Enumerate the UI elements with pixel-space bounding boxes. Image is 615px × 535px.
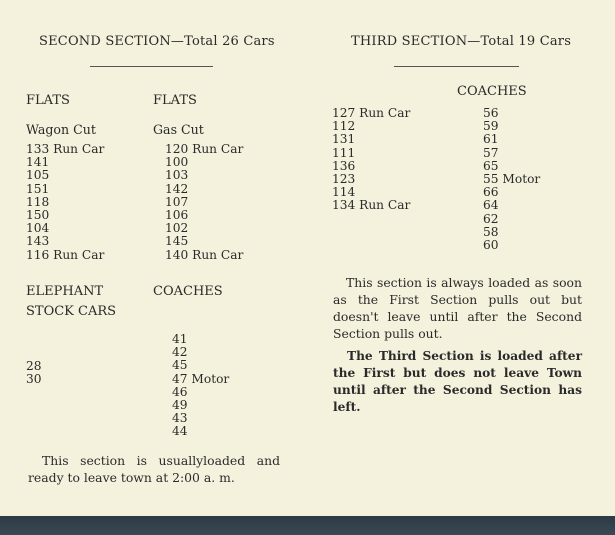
list-item: 41 (172, 332, 188, 346)
list-item: 114 (332, 185, 356, 200)
wagon-cut-label: Wagon Cut (26, 122, 96, 137)
list-item: 118 (26, 194, 50, 209)
wagon-cut-list (26, 143, 104, 262)
gas-cut-list (165, 143, 243, 262)
list-item: 111 (332, 145, 356, 160)
list-item: 44 (172, 424, 188, 439)
list-item: 60 (483, 238, 499, 253)
book-binding-edge (0, 516, 615, 535)
stock-cars-heading: STOCK CARS (26, 304, 117, 319)
second-section-note: This section is usuallyloaded and ready to leave town at 2:00 a. m. (28, 453, 280, 485)
list-item: 107 (165, 194, 189, 209)
coaches-list-left (172, 333, 229, 439)
list-item: 103 (165, 168, 189, 183)
left-divider (90, 66, 213, 67)
list-item: 30 (26, 372, 42, 387)
list-item: 45 (172, 358, 188, 373)
list-item: 151 (26, 181, 50, 196)
list-item: 136 (332, 158, 356, 173)
third-section-title: THIRD SECTION—Total 19 Cars (351, 34, 572, 49)
elephant-heading: ELEPHANT (26, 284, 104, 299)
coaches-heading-left: COACHES (153, 284, 223, 299)
list-item: 65 (483, 158, 499, 173)
list-item: 56 (483, 106, 499, 120)
list-item: 104 (26, 221, 50, 236)
list-item: 49 (172, 398, 188, 413)
gas-cut-label: Gas Cut (153, 122, 204, 137)
list-item: 106 (165, 208, 189, 223)
list-item: 43 (172, 411, 188, 426)
list-item: 120 Run Car (165, 142, 244, 156)
list-item: 46 (172, 384, 188, 399)
list-item: 134 Run Car (332, 198, 411, 213)
flats-gas-heading: FLATS (153, 93, 197, 108)
flats-wagon-heading: FLATS (26, 93, 70, 108)
list-item: 55 Motor (483, 172, 541, 187)
list-item: 141 (26, 155, 50, 170)
list-item: 61 (483, 132, 499, 147)
third-section-note: This section is always loaded as soon as the First Section pulls out but doesn't leave until after the Second Section pulls out. (333, 275, 582, 341)
list-item: 140 Run Car (165, 247, 244, 262)
right-divider (394, 66, 519, 67)
third-section-bold-note: The Third Section is loaded after the First but does not leave Town until after the Second Section has left. (333, 349, 582, 414)
coaches-list-right (483, 107, 540, 252)
list-item: 131 (332, 132, 356, 147)
list-item: 142 (165, 181, 189, 196)
list-item: 145 (165, 234, 189, 249)
list-item: 112 (332, 119, 356, 134)
list-item: 42 (172, 345, 188, 360)
list-item: 133 Run Car (26, 142, 105, 156)
list-item: 62 (483, 211, 499, 226)
list-item: 58 (483, 224, 499, 239)
list-item: 102 (165, 221, 189, 236)
stock-cars-list (26, 360, 42, 386)
list-item: 57 (483, 145, 499, 160)
list-item: 105 (26, 168, 50, 183)
third-section-cars-list (332, 107, 410, 213)
list-item: 28 (26, 359, 42, 373)
list-item: 59 (483, 119, 499, 134)
list-item: 47 Motor (172, 371, 230, 386)
second-section-title: SECOND SECTION—Total 26 Cars (39, 34, 275, 49)
list-item: 143 (26, 234, 50, 249)
list-item: 100 (165, 155, 189, 170)
list-item: 123 (332, 172, 356, 187)
list-item: 150 (26, 208, 50, 223)
list-item: 66 (483, 185, 499, 200)
list-item: 64 (483, 198, 499, 213)
list-item: 127 Run Car (332, 106, 411, 120)
coaches-heading-right: COACHES (457, 84, 527, 99)
list-item: 116 Run Car (26, 247, 105, 262)
